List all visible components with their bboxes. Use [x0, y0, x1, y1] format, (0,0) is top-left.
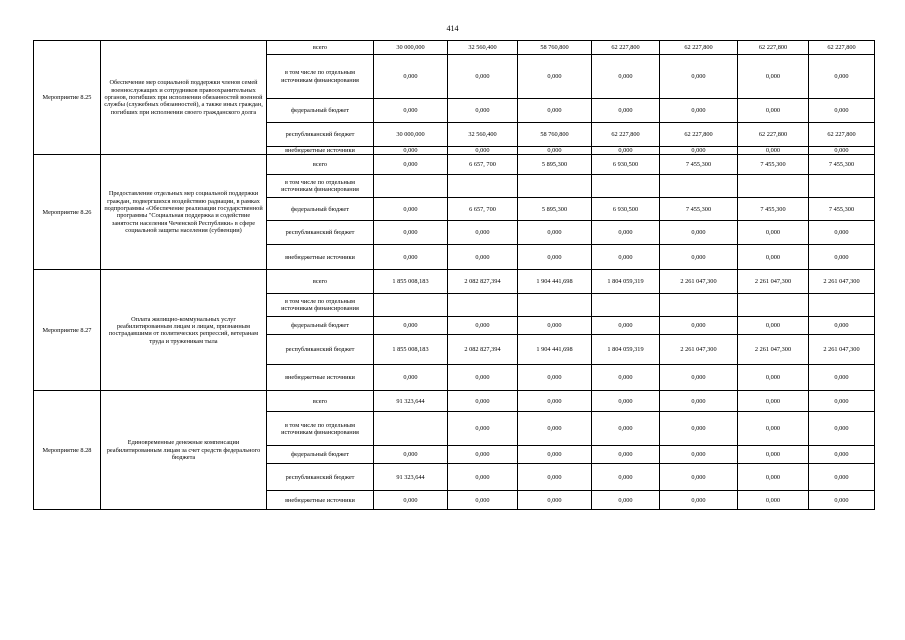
- amount-cell: [518, 294, 592, 317]
- amount-cell: 2 261 047,300: [809, 270, 875, 294]
- amount-cell: 58 760,800: [518, 123, 592, 147]
- amount-cell: 0,000: [448, 446, 518, 464]
- amount-cell: 0,000: [809, 317, 875, 335]
- funding-source-label: федеральный бюджет: [267, 198, 374, 221]
- amount-cell: 62 227,800: [738, 123, 809, 147]
- amount-cell: 0,000: [592, 412, 660, 446]
- amount-cell: 0,000: [738, 55, 809, 99]
- amount-cell: 32 560,400: [448, 123, 518, 147]
- amount-cell: 0,000: [738, 147, 809, 155]
- amount-cell: 0,000: [660, 147, 738, 155]
- amount-cell: 58 760,800: [518, 41, 592, 55]
- amount-cell: 0,000: [448, 365, 518, 391]
- amount-cell: 0,000: [738, 491, 809, 510]
- funding-source-label: республиканский бюджет: [267, 464, 374, 491]
- amount-cell: 0,000: [809, 99, 875, 123]
- amount-cell: 0,000: [660, 99, 738, 123]
- amount-cell: 1 804 059,319: [592, 335, 660, 365]
- measure-description: Обеспечение мер социальной поддержки членов семей военнослужащих и сотрудников правоохранительных органов, погибших при исполнении обязанностей военной службы (служебных обязанностей), а также иных граждан, погибших при исполнении своего гражданского долга: [101, 41, 267, 155]
- amount-cell: 0,000: [660, 221, 738, 245]
- amount-cell: 0,000: [809, 464, 875, 491]
- amount-cell: 0,000: [592, 446, 660, 464]
- amount-cell: 0,000: [374, 365, 448, 391]
- funding-source-label: федеральный бюджет: [267, 317, 374, 335]
- page-number: 414: [446, 24, 459, 33]
- amount-cell: [738, 175, 809, 198]
- amount-cell: 0,000: [448, 245, 518, 270]
- amount-cell: 91 323,644: [374, 391, 448, 412]
- amount-cell: 0,000: [592, 391, 660, 412]
- amount-cell: 0,000: [738, 412, 809, 446]
- amount-cell: [738, 294, 809, 317]
- amount-cell: 0,000: [660, 317, 738, 335]
- amount-cell: 0,000: [518, 55, 592, 99]
- amount-cell: 0,000: [660, 245, 738, 270]
- funding-source-label: федеральный бюджет: [267, 446, 374, 464]
- amount-cell: 30 000,000: [374, 41, 448, 55]
- amount-cell: 5 895,300: [518, 155, 592, 175]
- amount-cell: 0,000: [809, 245, 875, 270]
- funding-source-label: в том числе по отдельным источникам финансирования: [267, 55, 374, 99]
- amount-cell: 0,000: [738, 99, 809, 123]
- amount-cell: 0,000: [809, 412, 875, 446]
- amount-cell: 0,000: [592, 221, 660, 245]
- amount-cell: 0,000: [660, 464, 738, 491]
- amount-cell: 1 804 059,319: [592, 270, 660, 294]
- amount-cell: 0,000: [448, 491, 518, 510]
- amount-cell: 0,000: [738, 245, 809, 270]
- funding-source-label: всего: [267, 391, 374, 412]
- amount-cell: 0,000: [809, 55, 875, 99]
- amount-cell: 0,000: [660, 55, 738, 99]
- amount-cell: 6 657, 700: [448, 198, 518, 221]
- amount-cell: 0,000: [592, 365, 660, 391]
- amount-cell: [448, 175, 518, 198]
- amount-cell: 2 261 047,300: [738, 335, 809, 365]
- measure-code: Мероприятие 8.28: [34, 391, 101, 510]
- amount-cell: [448, 294, 518, 317]
- amount-cell: 0,000: [738, 221, 809, 245]
- amount-cell: 7 455,300: [809, 198, 875, 221]
- amount-cell: 7 455,300: [738, 198, 809, 221]
- amount-cell: 1 904 441,698: [518, 270, 592, 294]
- amount-cell: 0,000: [518, 245, 592, 270]
- amount-cell: 62 227,800: [592, 41, 660, 55]
- amount-cell: 0,000: [660, 391, 738, 412]
- measure-code: Мероприятие 8.27: [34, 270, 101, 391]
- amount-cell: 0,000: [809, 446, 875, 464]
- funding-source-label: в том числе по отдельным источникам финансирования: [267, 412, 374, 446]
- amount-cell: 0,000: [448, 221, 518, 245]
- amount-cell: 0,000: [518, 221, 592, 245]
- funding-source-label: федеральный бюджет: [267, 99, 374, 123]
- amount-cell: 62 227,800: [738, 41, 809, 55]
- amount-cell: 62 227,800: [660, 123, 738, 147]
- amount-cell: 0,000: [448, 317, 518, 335]
- amount-cell: 1 855 008,183: [374, 270, 448, 294]
- amount-cell: 0,000: [660, 365, 738, 391]
- amount-cell: 7 455,300: [660, 155, 738, 175]
- amount-cell: 1 904 441,698: [518, 335, 592, 365]
- amount-cell: 0,000: [518, 147, 592, 155]
- amount-cell: 0,000: [374, 221, 448, 245]
- amount-cell: 0,000: [374, 245, 448, 270]
- table-row: [34, 155, 875, 175]
- amount-cell: 0,000: [738, 317, 809, 335]
- funding-table: [33, 40, 875, 510]
- amount-cell: 0,000: [374, 147, 448, 155]
- amount-cell: 2 082 827,394: [448, 270, 518, 294]
- amount-cell: 0,000: [592, 491, 660, 510]
- amount-cell: 30 000,000: [374, 123, 448, 147]
- amount-cell: 7 455,300: [660, 198, 738, 221]
- amount-cell: 0,000: [448, 99, 518, 123]
- funding-source-label: внебюджетные источники: [267, 147, 374, 155]
- amount-cell: 0,000: [809, 491, 875, 510]
- amount-cell: 2 261 047,300: [660, 335, 738, 365]
- amount-cell: 0,000: [660, 446, 738, 464]
- amount-cell: 2 261 047,300: [738, 270, 809, 294]
- funding-source-label: внебюджетные источники: [267, 365, 374, 391]
- amount-cell: 0,000: [738, 464, 809, 491]
- amount-cell: 0,000: [448, 55, 518, 99]
- amount-cell: [518, 175, 592, 198]
- amount-cell: 0,000: [592, 147, 660, 155]
- amount-cell: 0,000: [518, 412, 592, 446]
- amount-cell: 7 455,300: [738, 155, 809, 175]
- amount-cell: 5 895,300: [518, 198, 592, 221]
- amount-cell: 91 323,644: [374, 464, 448, 491]
- funding-source-label: всего: [267, 41, 374, 55]
- amount-cell: [809, 175, 875, 198]
- amount-cell: 0,000: [809, 391, 875, 412]
- amount-cell: 0,000: [448, 412, 518, 446]
- measure-description: Единовременные денежные компенсации реабилитированным лицам за счет средств федерального бюджета: [101, 391, 267, 510]
- amount-cell: 0,000: [738, 365, 809, 391]
- amount-cell: 2 082 827,394: [448, 335, 518, 365]
- amount-cell: 0,000: [374, 55, 448, 99]
- amount-cell: 7 455,300: [809, 155, 875, 175]
- table-row: [34, 41, 875, 55]
- amount-cell: 0,000: [592, 245, 660, 270]
- funding-source-label: всего: [267, 270, 374, 294]
- amount-cell: 0,000: [448, 391, 518, 412]
- amount-cell: 0,000: [374, 317, 448, 335]
- amount-cell: [374, 412, 448, 446]
- amount-cell: 0,000: [809, 147, 875, 155]
- amount-cell: 62 227,800: [660, 41, 738, 55]
- amount-cell: 0,000: [518, 491, 592, 510]
- amount-cell: [592, 175, 660, 198]
- amount-cell: 1 855 008,183: [374, 335, 448, 365]
- amount-cell: 62 227,800: [592, 123, 660, 147]
- amount-cell: 0,000: [592, 317, 660, 335]
- amount-cell: 0,000: [738, 446, 809, 464]
- amount-cell: 0,000: [809, 221, 875, 245]
- table-row: [34, 270, 875, 294]
- amount-cell: 0,000: [518, 464, 592, 491]
- amount-cell: 0,000: [592, 55, 660, 99]
- funding-source-label: внебюджетные источники: [267, 245, 374, 270]
- amount-cell: 0,000: [518, 391, 592, 412]
- measure-code: Мероприятие 8.25: [34, 41, 101, 155]
- funding-source-label: в том числе по отдельным источникам финансирования: [267, 175, 374, 198]
- funding-source-label: в том числе по отдельным источникам финансирования: [267, 294, 374, 317]
- amount-cell: 6 930,500: [592, 155, 660, 175]
- amount-cell: [374, 294, 448, 317]
- measure-description: Предоставление отдельных мер социальной поддержки граждан, подвергшихся воздействию радиации, в рамках подпрограммы «Обеспечение реализации государственной программы "Социальная поддержка и содействие занятости населения Чеченской Республики» в сфере социальной защиты населения (субвенции): [101, 155, 267, 270]
- amount-cell: 6 657, 700: [448, 155, 518, 175]
- amount-cell: 32 560,400: [448, 41, 518, 55]
- amount-cell: 0,000: [660, 491, 738, 510]
- amount-cell: 0,000: [592, 99, 660, 123]
- funding-source-label: республиканский бюджет: [267, 335, 374, 365]
- amount-cell: 0,000: [448, 464, 518, 491]
- measure-code: Мероприятие 8.26: [34, 155, 101, 270]
- amount-cell: 0,000: [518, 99, 592, 123]
- funding-source-label: республиканский бюджет: [267, 221, 374, 245]
- amount-cell: 0,000: [518, 365, 592, 391]
- funding-source-label: республиканский бюджет: [267, 123, 374, 147]
- amount-cell: 0,000: [518, 317, 592, 335]
- amount-cell: [660, 294, 738, 317]
- table-row: [34, 391, 875, 412]
- amount-cell: 0,000: [592, 464, 660, 491]
- amount-cell: 0,000: [374, 491, 448, 510]
- amount-cell: 62 227,800: [809, 41, 875, 55]
- amount-cell: 0,000: [518, 446, 592, 464]
- amount-cell: [592, 294, 660, 317]
- amount-cell: [809, 294, 875, 317]
- amount-cell: 0,000: [374, 155, 448, 175]
- amount-cell: 0,000: [374, 198, 448, 221]
- amount-cell: [660, 175, 738, 198]
- amount-cell: 0,000: [448, 147, 518, 155]
- amount-cell: 0,000: [374, 99, 448, 123]
- amount-cell: 0,000: [738, 391, 809, 412]
- amount-cell: 62 227,800: [809, 123, 875, 147]
- amount-cell: 2 261 047,300: [660, 270, 738, 294]
- measure-description: Оплата жилищно-коммунальных услуг реабилитированным лицам и лицам, признанным пострадавшими от политических репрессий, ветеранам труда и труженикам тыла: [101, 270, 267, 391]
- funding-source-label: внебюджетные источники: [267, 491, 374, 510]
- amount-cell: 0,000: [660, 412, 738, 446]
- amount-cell: 6 930,500: [592, 198, 660, 221]
- amount-cell: [374, 175, 448, 198]
- amount-cell: 2 261 047,300: [809, 335, 875, 365]
- amount-cell: 0,000: [809, 365, 875, 391]
- amount-cell: 0,000: [374, 446, 448, 464]
- funding-source-label: всего: [267, 155, 374, 175]
